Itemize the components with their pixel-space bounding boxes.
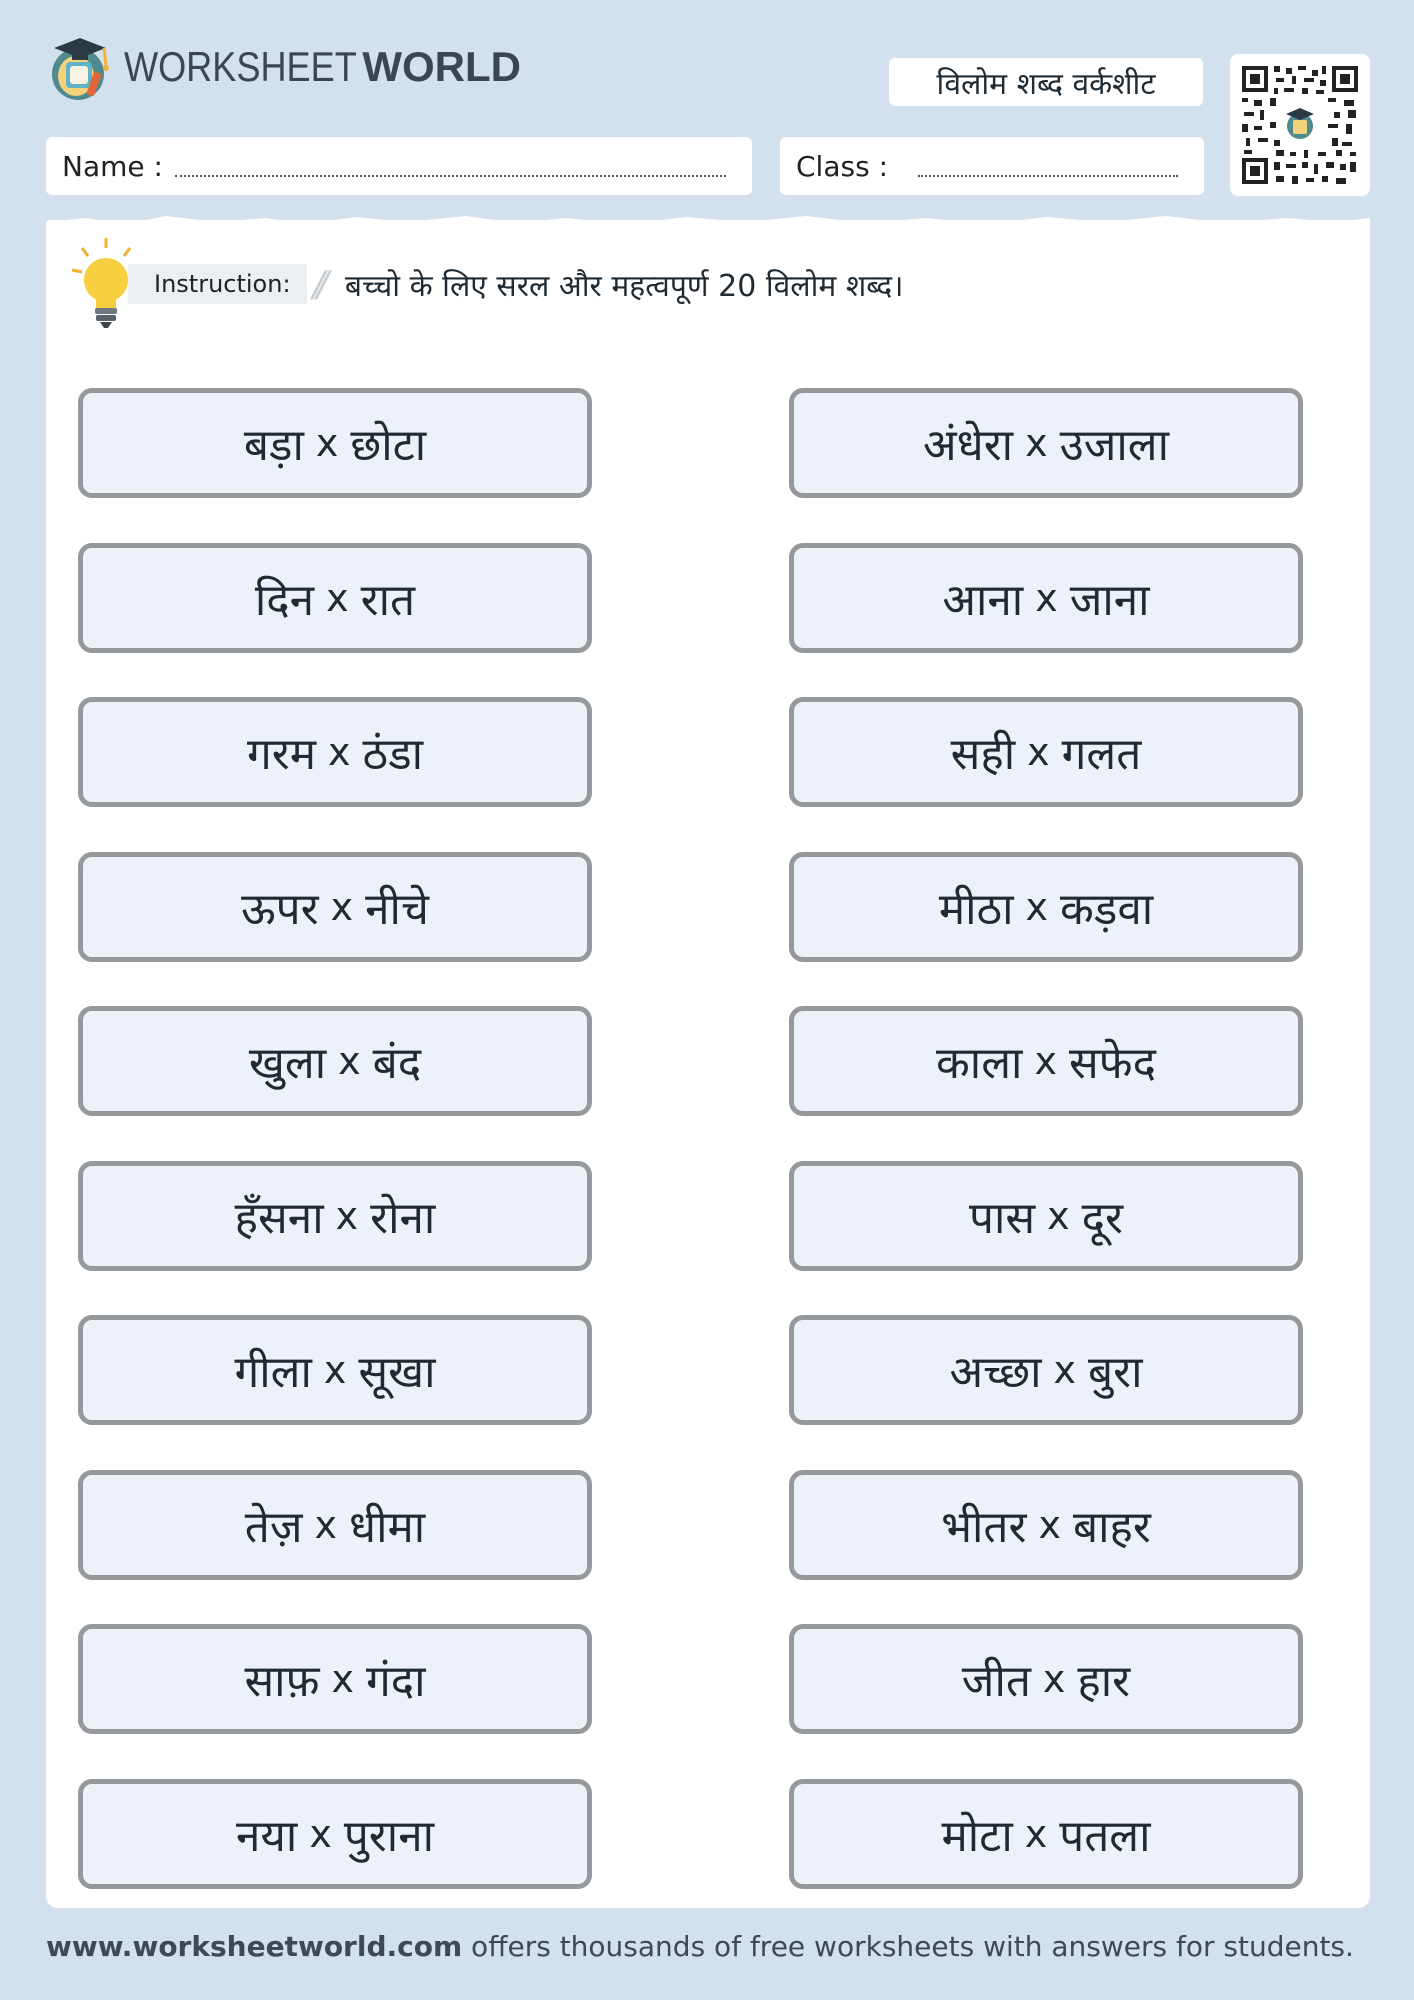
antonym-pair-card bbox=[78, 1315, 592, 1425]
antonym-opposite: पतला bbox=[1059, 1811, 1151, 1862]
antonym-word: अंधेरा bbox=[923, 420, 1014, 471]
antonym-separator: x bbox=[1025, 421, 1048, 465]
class-label: Class : bbox=[796, 149, 888, 183]
instruction-label: Instruction: bbox=[154, 270, 291, 298]
class-field[interactable] bbox=[780, 137, 1204, 195]
antonym-separator: x bbox=[314, 1503, 338, 1547]
antonym-word: काला bbox=[936, 1038, 1023, 1089]
antonym-pair-card bbox=[789, 1779, 1303, 1889]
antonym-opposite: सूखा bbox=[358, 1347, 436, 1398]
brand-name-light: WORKSHEET bbox=[124, 43, 357, 90]
antonym-pair-card bbox=[78, 388, 592, 498]
antonym-separator: x bbox=[323, 1348, 347, 1392]
instruction-row bbox=[68, 236, 904, 332]
antonym-separator: x bbox=[1024, 1812, 1048, 1856]
footer bbox=[46, 1930, 1354, 1963]
antonym-pair-card bbox=[78, 543, 592, 653]
antonym-pair-card bbox=[78, 1470, 592, 1580]
antonym-opposite: बाहर bbox=[1073, 1502, 1151, 1553]
antonym-pair-card bbox=[78, 1779, 592, 1889]
logo-mascot-icon bbox=[46, 32, 112, 102]
antonym-opposite: कड़वा bbox=[1059, 884, 1154, 935]
antonym-pair-card bbox=[789, 1161, 1303, 1271]
antonym-pair-card bbox=[789, 1006, 1303, 1116]
instruction-divider: // bbox=[312, 263, 321, 305]
antonym-pair-card bbox=[789, 1624, 1303, 1734]
antonym-word: मीठा bbox=[938, 884, 1014, 935]
antonym-pair-card bbox=[789, 1315, 1303, 1425]
antonym-word: गरम bbox=[246, 729, 317, 780]
antonym-separator: x bbox=[1025, 885, 1048, 929]
antonym-separator: x bbox=[328, 730, 351, 774]
torn-edge bbox=[46, 212, 1370, 234]
antonym-pair-card bbox=[789, 543, 1303, 653]
brand-name-bold: WORLD bbox=[362, 43, 521, 90]
antonym-pair-card bbox=[789, 1470, 1303, 1580]
name-field[interactable] bbox=[46, 137, 752, 195]
antonym-separator: x bbox=[326, 576, 349, 620]
footer-text: offers thousands of free worksheets with answers for students. bbox=[462, 1930, 1354, 1963]
antonym-opposite: जाना bbox=[1069, 575, 1150, 626]
antonym-separator: x bbox=[1035, 576, 1058, 620]
antonym-separator: x bbox=[309, 1812, 332, 1856]
class-write-line[interactable] bbox=[918, 155, 1178, 177]
qr-code-icon bbox=[1240, 64, 1360, 186]
antonym-opposite: गंदा bbox=[366, 1656, 426, 1707]
antonym-word: दिन bbox=[254, 575, 315, 626]
antonym-word: हँसना bbox=[234, 1193, 324, 1244]
antonym-separator: x bbox=[330, 885, 354, 929]
antonym-pair-card bbox=[78, 1624, 592, 1734]
antonym-separator: x bbox=[331, 1657, 355, 1701]
antonym-pair-card bbox=[789, 697, 1303, 807]
antonym-word: जीत bbox=[961, 1656, 1031, 1707]
antonym-opposite: गलत bbox=[1061, 729, 1142, 780]
antonym-word: खुला bbox=[248, 1038, 327, 1089]
antonym-word: ऊपर bbox=[241, 884, 319, 935]
antonym-opposite: बंद bbox=[372, 1038, 422, 1089]
antonym-separator: x bbox=[1038, 1503, 1061, 1547]
antonym-pair-card bbox=[78, 852, 592, 962]
worksheet-title: विलोम शब्द वर्कशीट bbox=[889, 58, 1203, 106]
antonym-opposite: बुरा bbox=[1088, 1347, 1143, 1398]
antonym-separator: x bbox=[1034, 1039, 1057, 1083]
antonym-word: तेज़ bbox=[244, 1502, 303, 1553]
instruction-text: बच्चो के लिए सरल और महत्वपूर्ण 20 विलोम शब्द। bbox=[344, 268, 904, 304]
name-write-line[interactable] bbox=[175, 155, 726, 177]
antonym-separator: x bbox=[1053, 1348, 1077, 1392]
antonym-opposite: नीचे bbox=[365, 884, 429, 935]
antonym-pair-card bbox=[78, 1161, 592, 1271]
antonym-word: पास bbox=[968, 1193, 1036, 1244]
antonym-word: मोटा bbox=[941, 1811, 1013, 1862]
antonym-opposite: उजाला bbox=[1059, 420, 1169, 471]
antonym-separator: x bbox=[1047, 1194, 1070, 1238]
antonym-opposite: रात bbox=[360, 575, 416, 626]
antonym-separator: x bbox=[315, 421, 339, 465]
antonym-separator: x bbox=[338, 1039, 361, 1083]
antonym-separator: x bbox=[1027, 730, 1050, 774]
instruction-tag bbox=[128, 264, 307, 304]
antonym-pair-card bbox=[789, 852, 1303, 962]
antonym-opposite: धीमा bbox=[349, 1502, 426, 1553]
antonym-word: आना bbox=[942, 575, 1024, 626]
antonym-pair-card bbox=[789, 388, 1303, 498]
antonym-opposite: हार bbox=[1077, 1656, 1131, 1707]
antonym-word: नया bbox=[235, 1811, 298, 1862]
antonym-word: सही bbox=[950, 729, 1016, 780]
antonym-word: भीतर bbox=[941, 1502, 1027, 1553]
antonym-word: बड़ा bbox=[243, 420, 304, 471]
qr-code bbox=[1230, 54, 1370, 196]
name-label: Name : bbox=[62, 149, 163, 183]
antonym-pair-card bbox=[78, 697, 592, 807]
antonym-separator: x bbox=[335, 1194, 359, 1238]
antonym-word: साफ़ bbox=[244, 1656, 320, 1707]
antonym-word: गीला bbox=[234, 1347, 312, 1398]
brand-name bbox=[124, 43, 521, 91]
brand-logo bbox=[46, 32, 521, 102]
antonym-opposite: सफेद bbox=[1068, 1038, 1156, 1089]
antonym-opposite: दूर bbox=[1081, 1193, 1123, 1244]
antonym-separator: x bbox=[1042, 1657, 1066, 1701]
antonym-pair-card bbox=[78, 1006, 592, 1116]
antonym-opposite: पुराना bbox=[343, 1811, 435, 1862]
antonym-opposite: ठंडा bbox=[362, 729, 424, 780]
antonym-word: अच्छा bbox=[949, 1347, 1042, 1398]
footer-site[interactable]: www.worksheetworld.com bbox=[46, 1930, 463, 1963]
antonym-opposite: रोना bbox=[370, 1193, 436, 1244]
antonym-opposite: छोटा bbox=[350, 420, 427, 471]
